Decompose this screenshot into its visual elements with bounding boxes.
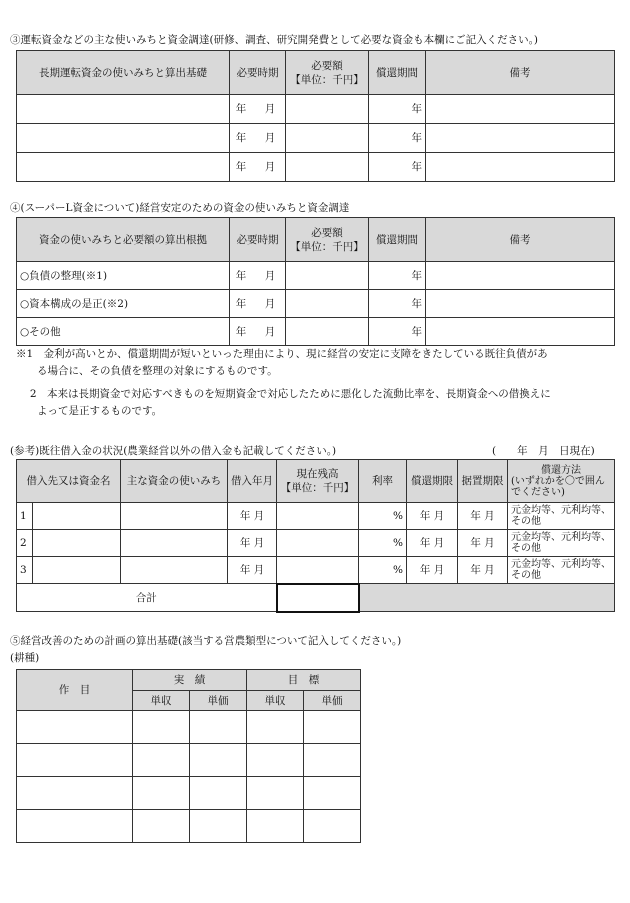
due-cell[interactable]: 年 月 <box>407 557 458 584</box>
defer-cell[interactable]: 年 月 <box>458 503 508 530</box>
row-number: 1 <box>17 503 33 530</box>
defer-cell[interactable]: 年 月 <box>458 557 508 584</box>
usage-cell[interactable] <box>121 503 228 530</box>
col-remarks: 備考 <box>426 218 615 262</box>
section5-title: ⑤経営改善のための計画の算出基礎(該当する営農類型について記入してください。) <box>10 635 402 647</box>
target-price-cell[interactable] <box>304 744 361 777</box>
purpose-cell[interactable] <box>17 124 230 153</box>
reference-date: ( 年 月 日現在) <box>492 445 595 457</box>
table-row <box>17 153 615 182</box>
col-crop: 作 目 <box>17 670 133 711</box>
defer-cell[interactable]: 年 月 <box>458 530 508 557</box>
col-period: 償還期間 <box>369 218 426 262</box>
section3-title: ③運転資金などの主な使いみちと資金調達(研修、調査、研究開発費として必要な資金も本欄にご記入ください。) <box>10 34 538 46</box>
target-price-cell[interactable] <box>304 810 361 843</box>
col-period: 償還期間 <box>369 51 426 95</box>
crop-cell[interactable] <box>17 777 133 810</box>
col-time: 必要時期 <box>230 218 286 262</box>
note-1: ※1 金利が高いとか、償還期間が短いといった理由により、現に経営の安定に支障をきたしている既往負債があ <box>16 348 548 360</box>
note-1-cont: る場合に、その負債を整理の対象にするものです。 <box>16 365 278 377</box>
remarks-cell[interactable] <box>426 262 615 290</box>
col-balance: 現在残高 【単位：千円】 <box>277 460 359 503</box>
table-row <box>17 557 615 584</box>
loan-month-cell[interactable]: 年 月 <box>228 503 277 530</box>
target-price-cell[interactable] <box>304 777 361 810</box>
target-yield-cell[interactable] <box>247 777 304 810</box>
amount-cell[interactable] <box>286 95 369 124</box>
total-filler <box>359 584 615 612</box>
table-row <box>17 124 615 153</box>
table-row <box>17 503 615 530</box>
note-2: 2 本来は長期資金で対応すべきものを短期資金で対応したために悪化した流動比率を、長期資金への借換えに <box>16 388 551 400</box>
balance-cell[interactable] <box>277 557 359 584</box>
col-lender: 借入先又は資金名 <box>17 460 121 503</box>
actual-price-cell[interactable] <box>190 810 247 843</box>
table-row <box>17 290 615 318</box>
col-method: 償還方法 (いずれかを〇で囲んでください) <box>508 460 615 503</box>
col-defer: 据置期限 <box>458 460 508 503</box>
section3-table <box>16 50 615 182</box>
table-row <box>17 711 361 744</box>
actual-price-cell[interactable] <box>190 777 247 810</box>
due-cell[interactable]: 年 月 <box>407 503 458 530</box>
loan-month-cell[interactable]: 年 月 <box>228 530 277 557</box>
rate-cell[interactable]: % <box>359 503 407 530</box>
lender-cell[interactable] <box>33 557 121 584</box>
remarks-cell[interactable] <box>426 153 615 182</box>
table-row <box>17 318 615 346</box>
amount-cell[interactable] <box>286 153 369 182</box>
col-purpose: 長期運転資金の使いみちと算出基礎 <box>17 51 230 95</box>
due-cell[interactable]: 年 月 <box>407 530 458 557</box>
table-row <box>17 744 361 777</box>
rate-cell[interactable]: % <box>359 557 407 584</box>
purpose-cell[interactable] <box>17 95 230 124</box>
remarks-cell[interactable] <box>426 124 615 153</box>
col-remarks: 備考 <box>426 51 615 95</box>
crop-table <box>16 669 361 843</box>
period-cell[interactable]: 年 <box>369 262 426 290</box>
col-purpose: 資金の使いみちと必要額の算出根拠 <box>17 218 230 262</box>
method-cell[interactable]: 元金均等、元利均等、その他 <box>508 530 615 557</box>
section5-subtitle: (耕種) <box>10 652 40 664</box>
col-usage: 主な資金の使いみち <box>121 460 228 503</box>
actual-yield-cell[interactable] <box>133 711 190 744</box>
lender-cell[interactable] <box>33 503 121 530</box>
section4-title: ④(スーパーL資金について)経営安定のための資金の使いみちと資金調達 <box>10 202 350 214</box>
purpose-cell: ○負債の整理(※1) <box>17 262 230 290</box>
time-cell[interactable]: 年 月 <box>230 153 286 182</box>
method-cell[interactable]: 元金均等、元利均等、その他 <box>508 557 615 584</box>
reference-title: (参考)既往借入金の状況(農業経営以外の借入金も記載してください。) <box>10 445 337 457</box>
table-row <box>17 262 615 290</box>
total-row <box>17 584 615 612</box>
period-cell[interactable]: 年 <box>369 318 426 346</box>
col-due: 償還期限 <box>407 460 458 503</box>
period-cell[interactable]: 年 <box>369 290 426 318</box>
col-actual-price: 単価 <box>190 691 247 711</box>
period-cell[interactable]: 年 <box>369 95 426 124</box>
amount-cell[interactable] <box>286 318 369 346</box>
target-yield-cell[interactable] <box>247 711 304 744</box>
lender-cell[interactable] <box>33 530 121 557</box>
col-amount: 必要額 【単位：千円】 <box>286 218 369 262</box>
actual-yield-cell[interactable] <box>133 777 190 810</box>
remarks-cell[interactable] <box>426 95 615 124</box>
table-row <box>17 777 361 810</box>
time-cell[interactable]: 年 月 <box>230 262 286 290</box>
method-cell[interactable]: 元金均等、元利均等、その他 <box>508 503 615 530</box>
col-target-yield: 単収 <box>247 691 304 711</box>
table-row <box>17 95 615 124</box>
period-cell[interactable]: 年 <box>369 124 426 153</box>
actual-price-cell[interactable] <box>190 744 247 777</box>
actual-yield-cell[interactable] <box>133 744 190 777</box>
amount-cell[interactable] <box>286 262 369 290</box>
section4-table <box>16 217 615 346</box>
crop-cell[interactable] <box>17 711 133 744</box>
row-number: 3 <box>17 557 33 584</box>
total-label: 合計 <box>17 584 277 612</box>
time-cell[interactable]: 年 月 <box>230 124 286 153</box>
col-rate: 利率 <box>359 460 407 503</box>
purpose-cell: ○資本構成の是正(※2) <box>17 290 230 318</box>
col-loan-month: 借入年月 <box>228 460 277 503</box>
usage-cell[interactable] <box>121 557 228 584</box>
actual-price-cell[interactable] <box>190 711 247 744</box>
target-yield-cell[interactable] <box>247 810 304 843</box>
amount-cell[interactable] <box>286 290 369 318</box>
col-actual: 実 績 <box>133 670 247 691</box>
target-price-cell[interactable] <box>304 711 361 744</box>
loan-table <box>16 459 615 613</box>
col-amount: 必要額 【単位：千円】 <box>286 51 369 95</box>
purpose-cell[interactable] <box>17 153 230 182</box>
balance-cell[interactable] <box>277 503 359 530</box>
table-row <box>17 530 615 557</box>
col-target: 目 標 <box>247 670 361 691</box>
crop-cell[interactable] <box>17 810 133 843</box>
period-cell[interactable]: 年 <box>369 153 426 182</box>
remarks-cell[interactable] <box>426 290 615 318</box>
col-actual-yield: 単収 <box>133 691 190 711</box>
row-number: 2 <box>17 530 33 557</box>
usage-cell[interactable] <box>121 530 228 557</box>
target-yield-cell[interactable] <box>247 744 304 777</box>
purpose-cell: ○その他 <box>17 318 230 346</box>
balance-cell[interactable] <box>277 530 359 557</box>
amount-cell[interactable] <box>286 124 369 153</box>
time-cell[interactable]: 年 月 <box>230 318 286 346</box>
total-balance-cell[interactable] <box>277 584 359 612</box>
remarks-cell[interactable] <box>426 318 615 346</box>
note-2-cont: よって是正するものです。 <box>16 405 163 417</box>
col-target-price: 単価 <box>304 691 361 711</box>
crop-cell[interactable] <box>17 744 133 777</box>
loan-month-cell[interactable]: 年 月 <box>228 557 277 584</box>
time-cell[interactable]: 年 月 <box>230 290 286 318</box>
col-time: 必要時期 <box>230 51 286 95</box>
rate-cell[interactable]: % <box>359 530 407 557</box>
actual-yield-cell[interactable] <box>133 810 190 843</box>
time-cell[interactable]: 年 月 <box>230 95 286 124</box>
table-row <box>17 810 361 843</box>
